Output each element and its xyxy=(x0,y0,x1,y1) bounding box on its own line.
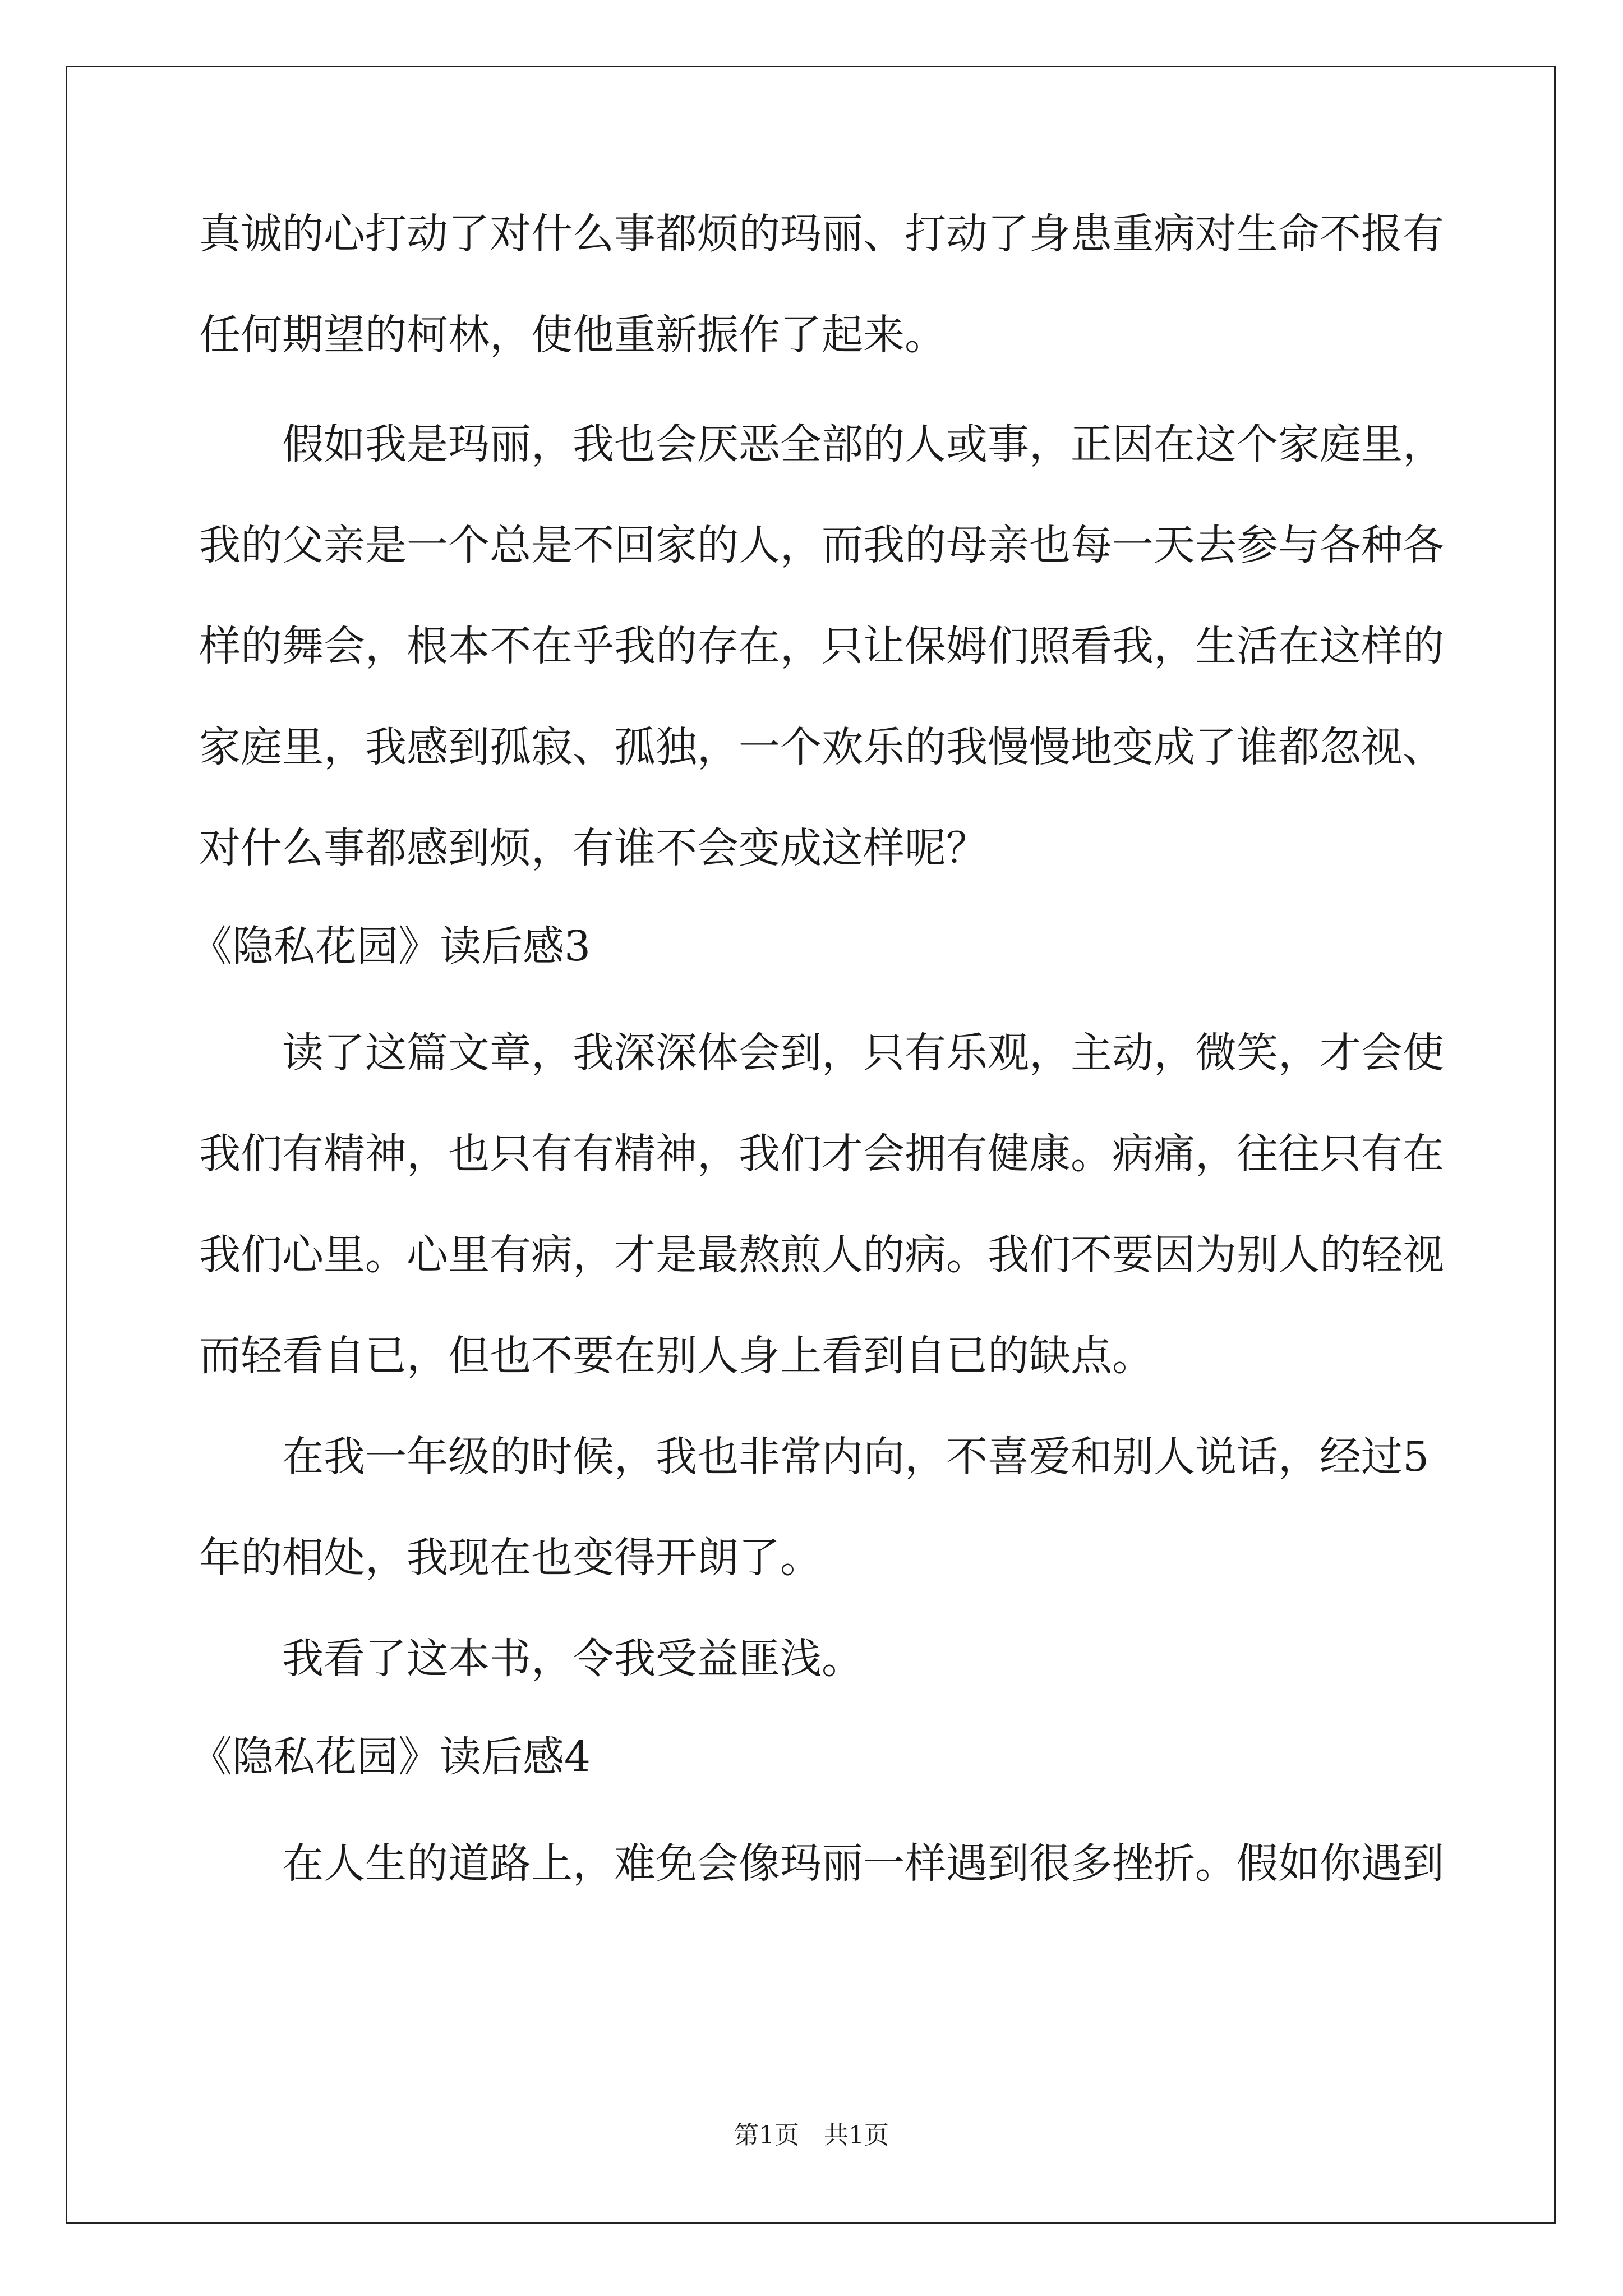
page-footer: 第1页 共1页 xyxy=(734,2121,889,2150)
text-line: 家庭里，我感到孤寂、孤独，一个欢乐的我慢慢地变成了谁都忽视、 xyxy=(199,723,1444,771)
section-heading: 《隐私花园》读后感3 xyxy=(191,922,591,970)
text-line: 对什么事都感到烦，有谁不会变成这样呢？ xyxy=(199,824,988,872)
text-line: 真诚的心打动了对什么事都烦的玛丽、打动了身患重病对生命不报有 xyxy=(199,210,1444,258)
section-heading: 《隐私花园》读后感4 xyxy=(191,1733,591,1781)
text-line: 年的相处，我现在也变得开朗了。 xyxy=(199,1534,822,1582)
text-line: 读了这篇文章，我深深体会到，只有乐观，主动，微笑，才会使 xyxy=(199,1029,1444,1077)
text-line: 在我一年级的时候，我也非常内向，不喜爱和别人说话，经过5 xyxy=(199,1433,1430,1481)
text-line: 我们有精神，也只有有精神，我们才会拥有健康。病痛，往往只有在 xyxy=(199,1130,1444,1178)
text-line: 我的父亲是一个总是不回家的人，而我的母亲也每一天去参与各种各 xyxy=(199,521,1444,569)
text-line: 假如我是玛丽，我也会厌恶全部的人或事，正因在这个家庭里， xyxy=(199,420,1444,468)
text-line: 在人生的道路上，难免会像玛丽一样遇到很多挫折。假如你遇到 xyxy=(199,1839,1444,1888)
text-line: 我们心里。心里有病，才是最熬煎人的病。我们不要因为别人的轻视 xyxy=(199,1231,1444,1279)
text-line: 而轻看自已，但也不要在别人身上看到自已的缺点。 xyxy=(199,1332,1154,1380)
text-line: 我看了这本书，令我受益匪浅。 xyxy=(199,1635,863,1683)
text-line: 样的舞会，根本不在乎我的存在，只让保姆们照看我，生活在这样的 xyxy=(199,622,1444,670)
text-line: 任何期望的柯林，使他重新振作了起来。 xyxy=(199,311,946,359)
